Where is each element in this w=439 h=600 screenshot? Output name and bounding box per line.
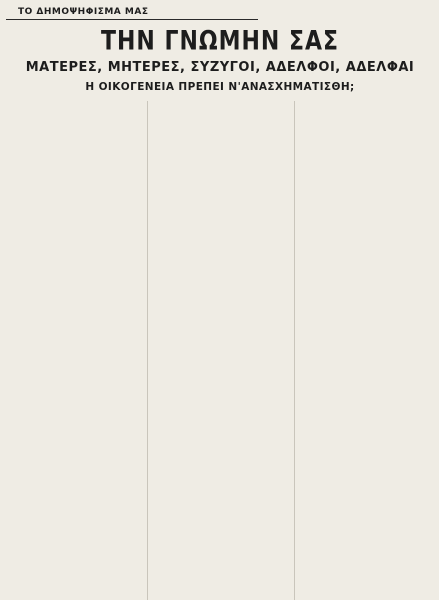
- paragraph: [6, 145, 141, 152]
- paragraph: [152, 112, 287, 119]
- column-3: [294, 101, 434, 600]
- paragraph: [299, 123, 434, 130]
- paragraph: [152, 145, 287, 152]
- question: Η ΟΙΚΟΓΕΝΕΙΑ ΠΡΕΠΕΙ Ν'ΑΝΑΣΧΗΜΑΤΙΣΘΗ;: [85, 81, 355, 93]
- paragraph: [299, 101, 434, 108]
- paragraph: [6, 156, 141, 163]
- paragraph: [299, 112, 434, 119]
- paragraph: [6, 101, 141, 108]
- paragraph: [299, 156, 434, 163]
- column-2: [147, 101, 287, 600]
- paragraph: [6, 112, 141, 119]
- article-columns: [6, 101, 434, 600]
- paragraph: [299, 134, 434, 141]
- headline: ΤΗΝ ΓΝΩΜΗΝ ΣΑΣ: [100, 26, 340, 57]
- paragraph: [6, 134, 141, 141]
- paragraph: [152, 134, 287, 141]
- paragraph: [152, 101, 287, 108]
- paragraph: [152, 123, 287, 130]
- masthead: ΤΟ ΔΗΜΟΨΗΦΙΣΜΑ ΜΑΣ: [6, 7, 258, 20]
- paragraph: [299, 145, 434, 152]
- subtitle: ΜΑΤΕΡΕΣ, ΜΗΤΕΡΕΣ, ΣΥΖΥΓΟΙ, ΑΔΕΛΦΟΙ, ΑΔΕΛΦΑΙ: [25, 60, 415, 75]
- column-1: [6, 101, 141, 600]
- paragraph: [152, 156, 287, 163]
- paragraph: [6, 123, 141, 130]
